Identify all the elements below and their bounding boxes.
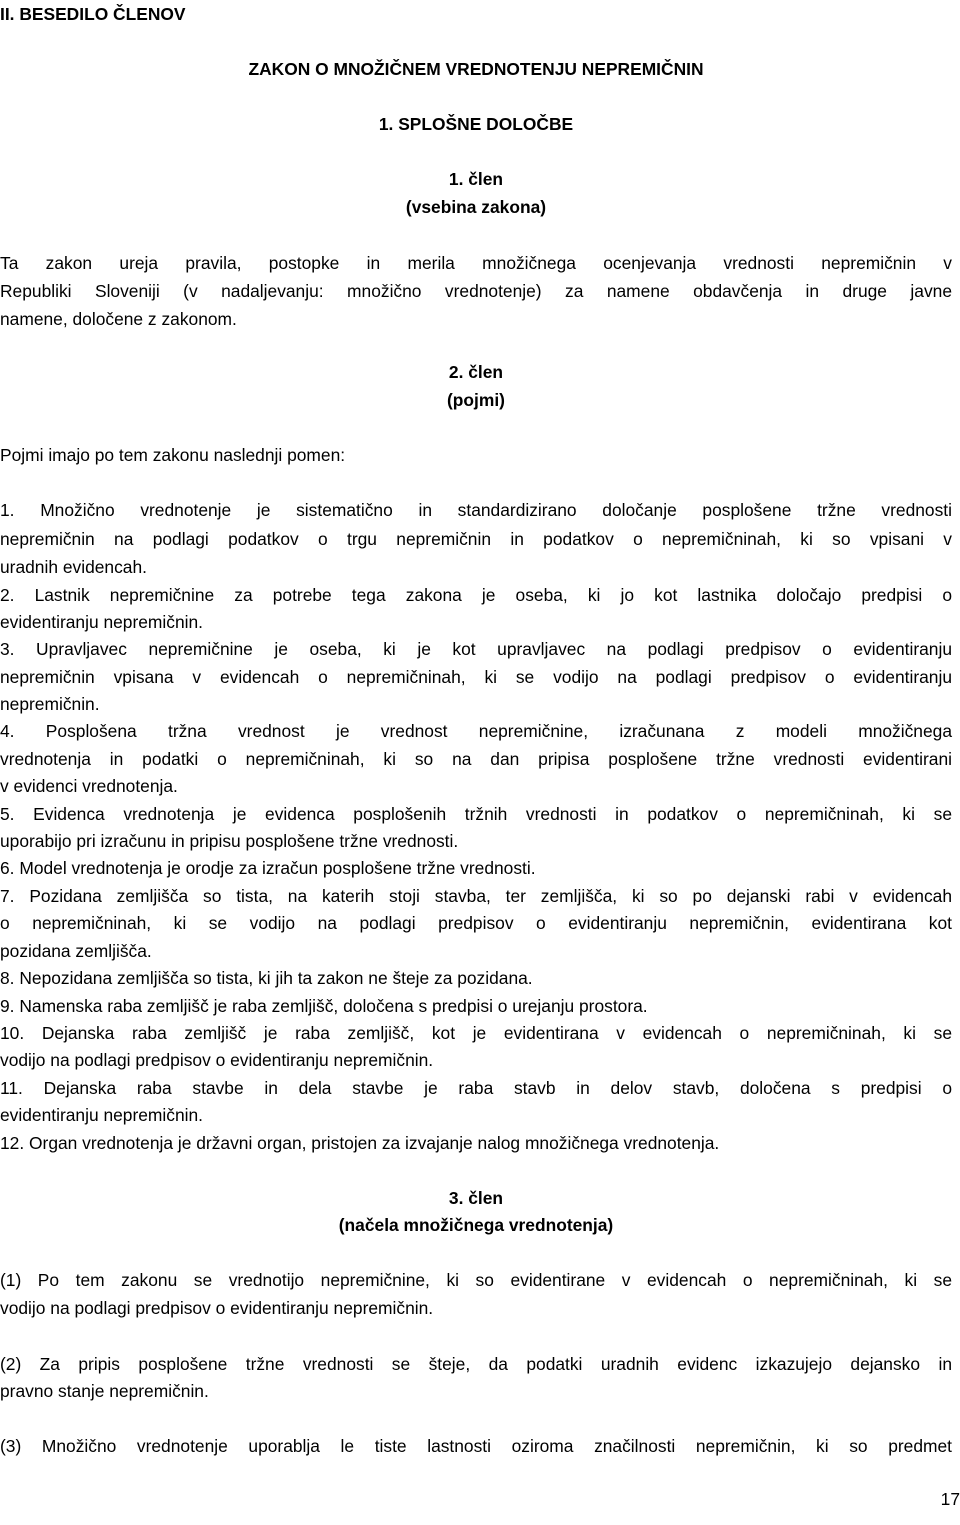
- definition-line: 10. Dejanska raba zemljišč je raba zemljišč, kot je evidentirana v evidencah o nepremičninah, ki se: [0, 1023, 952, 1043]
- definition-line: 9. Namenska raba zemljišč je raba zemljišč, določena s predpisi o urejanju prostora.: [0, 996, 648, 1016]
- definition-line: o nepremičninah, ki se vodijo na podlagi predpisov o evidentiranju nepremičnin, evidentirana kot: [0, 913, 952, 933]
- definition-line: 12. Organ vrednotenja je državni organ, pristojen za izvajanje nalog množičnega vrednotenja.: [0, 1133, 720, 1153]
- definition-line: 8. Nepozidana zemljišča so tista, ki jih ta zakon ne šteje za pozidana.: [0, 968, 533, 988]
- definition-line: 4. Posplošena tržna vrednost je vrednost nepremičnine, izračunana z modeli množičnega: [0, 721, 952, 741]
- definition-line: 5. Evidenca vrednotenja je evidenca posplošenih tržnih vrednosti in podatkov o nepremičninah, ki se: [0, 804, 952, 824]
- paragraph-line: vodijo na podlagi predpisov o evidentiranju nepremičnin.: [0, 1298, 434, 1318]
- paragraph-line: (2) Za pripis posplošene tržne vrednosti se šteje, da podatki uradnih evidenc izkazujejo dejansko in: [0, 1354, 952, 1374]
- definition-line: 3. Upravljavec nepremičnine je oseba, ki je kot upravljavec na podlagi predpisov o evidentiranju: [0, 639, 952, 659]
- article-1-text-line: namene, določene z zakonom.: [0, 309, 237, 329]
- article-1-title: (vsebina zakona): [405, 197, 547, 217]
- definition-line: nepremičnin.: [0, 694, 100, 714]
- law-title: ZAKON O MNOŽIČNEM VREDNOTENJU NEPREMIČNIN: [248, 59, 704, 79]
- article-1-text-line: Ta zakon ureja pravila, postopke in merila množičnega ocenjevanja vrednosti nepremičnin v: [0, 253, 952, 273]
- definition-line: vodijo na podlagi predpisov o evidentiranju nepremičnin.: [0, 1050, 434, 1070]
- definition-line: uradnih evidencah.: [0, 557, 147, 577]
- definition-line: 1. Množično vrednotenje je sistematično in standardizirano določanje posplošene tržne vrednosti: [0, 500, 952, 520]
- section-heading: II. BESEDILO ČLENOV: [0, 4, 186, 24]
- article-2-number: 2. člen: [448, 362, 504, 382]
- definition-line: vrednotenja in podatki o nepremičninah, ki so na dan pripisa posplošene tržne vrednosti evidentirani: [0, 749, 952, 769]
- definition-line: 6. Model vrednotenja je orodje za izračun posplošene tržne vrednosti.: [0, 858, 536, 878]
- article-3-number: 3. člen: [448, 1188, 504, 1208]
- definition-line: v evidenci vrednotenja.: [0, 776, 178, 796]
- definition-line: uporabijo pri izračunu in pripisu posplošene tržne vrednosti.: [0, 831, 459, 851]
- article-2-title: (pojmi): [447, 390, 505, 410]
- article-1-text-line: Republiki Sloveniji (v nadaljevanju: množično vrednotenje) za namene obdavčenja in druge javne: [0, 281, 952, 301]
- definition-line: nepremičnin vpisana v evidencah o nepremičninah, ki se vodijo na podlagi predpisov o evidentiranju: [0, 667, 952, 687]
- paragraph-line: (3) Množično vrednotenje uporablja le tiste lastnosti oziroma značilnosti nepremičnin, ki so predmet: [0, 1436, 952, 1456]
- definition-line: nepremičnin na podlagi podatkov o trgu nepremičnin in podatkov o nepremičninah, ki so vpisani v: [0, 529, 952, 549]
- article-2-intro: Pojmi imajo po tem zakonu naslednji pomen:: [0, 445, 346, 465]
- definition-line: evidentiranju nepremičnin.: [0, 1105, 204, 1125]
- article-1-number: 1. člen: [448, 169, 504, 189]
- page-number: 17: [940, 1489, 960, 1509]
- definition-line: 2. Lastnik nepremičnine za potrebe tega zakona je oseba, ki jo kot lastnika določajo predpisi o: [0, 585, 952, 605]
- paragraph-line: (1) Po tem zakonu se vrednotijo nepremičnine, ki so evidentirane v evidencah o nepremičninah, ki se: [0, 1270, 952, 1290]
- definition-line: 11. Dejanska raba stavbe in dela stavbe je raba stavb in delov stavb, določena s predpisi o: [0, 1078, 952, 1098]
- chapter-title: 1. SPLOŠNE DOLOČBE: [378, 114, 574, 134]
- definition-line: evidentiranju nepremičnin.: [0, 612, 204, 632]
- paragraph-line: pravno stanje nepremičnin.: [0, 1381, 209, 1401]
- article-3-title: (načela množičnega vrednotenja): [338, 1215, 614, 1235]
- definition-line: pozidana zemljišča.: [0, 941, 152, 961]
- definition-line: 7. Pozidana zemljišča so tista, na katerih stoji stavba, ter zemljišča, ki so po dejanski rabi v evidencah: [0, 886, 952, 906]
